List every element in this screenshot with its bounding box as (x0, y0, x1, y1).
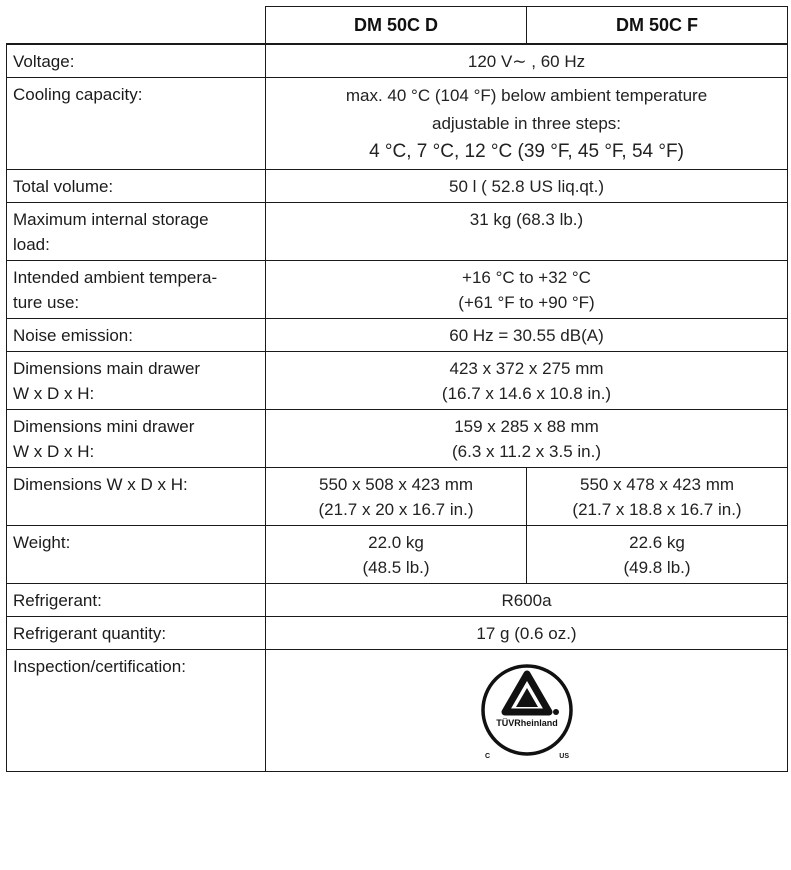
row-voltage (7, 44, 788, 78)
label-cooling-capacity: Cooling capacity: (7, 78, 266, 170)
value-weight-f (527, 526, 788, 584)
label-main-drawer-line1: Dimensions main drawer (13, 359, 201, 378)
row-dimensions (7, 468, 788, 526)
header-blank-cell (7, 7, 266, 45)
row-main-drawer (7, 352, 788, 410)
value-voltage: 120 V∼ , 60 Hz (266, 44, 788, 78)
dimensions-d-mm: 550 x 508 x 423 mm (318, 475, 474, 494)
row-refrigerant (7, 584, 788, 617)
weight-d-lb: (48.5 lb.) (362, 558, 430, 577)
value-main-drawer (266, 352, 788, 410)
label-ambient-line1: Intended ambient tempera- (13, 268, 218, 287)
row-ambient-temperature (7, 261, 788, 319)
tuv-rheinland-logo-icon (477, 664, 577, 760)
header-dm50c-f: DM 50C F (527, 7, 788, 45)
label-storage-load-line1: Maximum internal storage (13, 210, 209, 229)
label-noise-emission: Noise emission: (7, 319, 266, 352)
row-total-volume (7, 170, 788, 203)
label-refrigerant: Refrigerant: (7, 584, 266, 617)
label-storage-load (7, 203, 266, 261)
row-noise-emission (7, 319, 788, 352)
row-weight (7, 526, 788, 584)
weight-f-kg: 22.6 kg (629, 533, 685, 552)
label-ambient-temperature (7, 261, 266, 319)
dimensions-f-in: (21.7 x 18.8 x 16.7 in.) (572, 500, 742, 519)
tuv-logo-us-mark: US (558, 753, 569, 760)
weight-d-kg: 22.0 kg (368, 533, 424, 552)
label-weight: Weight: (7, 526, 266, 584)
value-noise-emission: 60 Hz = 30.55 dB(A) (266, 319, 788, 352)
value-dimensions-f (527, 468, 788, 526)
main-drawer-mm: 423 x 372 x 275 mm (449, 359, 604, 378)
label-dimensions: Dimensions W x D x H: (7, 468, 266, 526)
main-drawer-in: (16.7 x 14.6 x 10.8 in.) (441, 384, 612, 403)
row-refrigerant-quantity (7, 617, 788, 650)
value-mini-drawer (266, 410, 788, 468)
mini-drawer-in: (6.3 x 11.2 x 3.5 in.) (452, 442, 601, 461)
dimensions-f-mm: 550 x 478 x 423 mm (579, 475, 735, 494)
label-total-volume: Total volume: (7, 170, 266, 203)
row-cooling-capacity (7, 78, 788, 170)
tuv-logo-c-mark: C (484, 753, 490, 760)
spec-table (6, 6, 788, 772)
value-dimensions-d (266, 468, 527, 526)
label-main-drawer-line2: W x D x H: (13, 384, 95, 403)
header-row (7, 7, 788, 45)
value-refrigerant: R600a (266, 584, 788, 617)
weight-f-lb: (49.8 lb.) (623, 558, 691, 577)
label-certification: Inspection/certification: (7, 650, 266, 772)
label-mini-drawer (7, 410, 266, 468)
label-mini-drawer-line2: W x D x H: (13, 442, 95, 461)
header-dm50c-d: DM 50C D (266, 7, 527, 45)
ambient-celsius: +16 °C to +32 °C (462, 268, 591, 287)
label-voltage: Voltage: (7, 44, 266, 78)
value-total-volume: 50 l ( 52.8 US liq.qt.) (266, 170, 788, 203)
dimensions-d-in: (21.7 x 20 x 16.7 in.) (318, 500, 474, 519)
value-certification (266, 650, 788, 772)
row-storage-load (7, 203, 788, 261)
label-ambient-line2: ture use: (13, 293, 80, 312)
label-main-drawer (7, 352, 266, 410)
value-storage-load: 31 kg (68.3 lb.) (266, 203, 788, 261)
value-weight-d (266, 526, 527, 584)
cooling-line-max: max. 40 °C (104 °F) below ambient temperature (345, 86, 708, 105)
row-mini-drawer (7, 410, 788, 468)
value-cooling-capacity (266, 78, 788, 170)
cooling-line-steps: 4 °C, 7 °C, 12 °C (39 °F, 45 °F, 54 °F) (369, 141, 684, 162)
cooling-line-adjustable: adjustable in three steps: (431, 114, 621, 133)
label-storage-load-line2: load: (13, 235, 50, 254)
value-refrigerant-quantity: 17 g (0.6 oz.) (266, 617, 788, 650)
tuv-logo-brand-text: TÜVRheinland (495, 718, 558, 728)
tuv-logo-registered-dot (553, 709, 559, 715)
row-certification (7, 650, 788, 772)
ambient-fahrenheit: (+61 °F to +90 °F) (458, 293, 595, 312)
label-mini-drawer-line1: Dimensions mini drawer (13, 417, 195, 436)
label-refrigerant-quantity: Refrigerant quantity: (7, 617, 266, 650)
mini-drawer-mm: 159 x 285 x 88 mm (454, 417, 599, 436)
value-ambient-temperature (266, 261, 788, 319)
